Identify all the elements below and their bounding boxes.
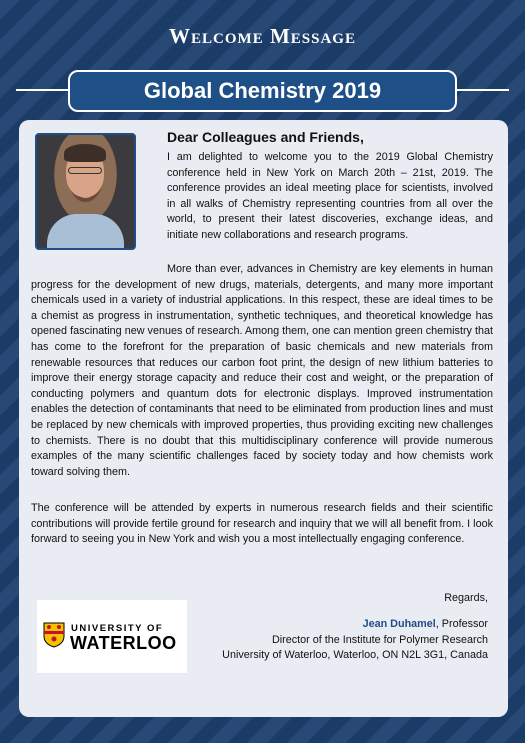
title-banner bbox=[16, 70, 509, 110]
crest-icon bbox=[43, 622, 65, 648]
conference-name: Global Chemistry 2019 bbox=[68, 70, 457, 112]
signatory-position: Director of the Institute for Polymer Research bbox=[271, 633, 488, 646]
signatory-name: Jean Duhamel bbox=[362, 618, 436, 630]
page-title: Welcome Message bbox=[169, 24, 356, 48]
letter-card bbox=[19, 120, 508, 717]
signatory-affiliation: University of Waterloo, Waterloo, ON N2L 3G1, Canada bbox=[222, 649, 488, 662]
greeting: Dear Colleagues and Friends, bbox=[167, 129, 364, 145]
logo-line-1: UNIVERSITY OF bbox=[71, 623, 164, 634]
logo-line-2: WATERLOO bbox=[70, 633, 177, 653]
paragraph-advances: More than ever, advances in Chemistry are key elements in human progress for the development of new drugs, materials, detergents, and many more important chemicals used in a variety of industrial applications. In this respect, these are ideal times to be a chemist as progress in instrumentation, synthetic techniques, and theoretical knowledge has opened fascinating new venues of research. Among them, one can mention green chemistry that has come to the forefront for the preparation of basic chemicals and new materials from renewable resources that reduces our carbon foot print, the design of new lithium batteries to improve their energy storage capacity and reduce their cost and weight, or the preparation of conducting polymers and quantum dots for electronic displays. Improved instrumentation enables the detection of contaminants that need to be eliminated from production lines and must be replaced by new chemicals with improved properties, thus providing exciting new challenges to chemists. There is no doubt that this multidisciplinary conference will provide numerous examples of the many scientific challenges faced by society today and how chemists work toward solving them. bbox=[31, 263, 493, 478]
signatory-title: , Professor bbox=[435, 618, 488, 630]
signature-block bbox=[222, 617, 488, 664]
paragraph-intro: I am delighted to welcome you to the 2019 Global Chemistry conference held in New York on March 20th – 21st, 2019. The conference provides an ideal meeting place for scientists, involved in all walks of Chemistry representing countries from all over the world, to present their latest discoveries, exchange ideas, and initiate new collaborations and research programs. bbox=[167, 151, 493, 241]
university-logo bbox=[37, 600, 187, 673]
speaker-photo bbox=[35, 133, 136, 250]
banner-divider-left bbox=[16, 89, 76, 91]
banner-divider-right bbox=[449, 89, 509, 91]
paragraph-closing: The conference will be attended by experts in numerous research fields and their scientific contributions will provide fertile ground for research and inquiry that we will all benefit from. I look forward to seeing you in New York and wish you a most intellectually engaging conference. bbox=[31, 502, 493, 546]
closing-regards: Regards, bbox=[444, 592, 488, 604]
